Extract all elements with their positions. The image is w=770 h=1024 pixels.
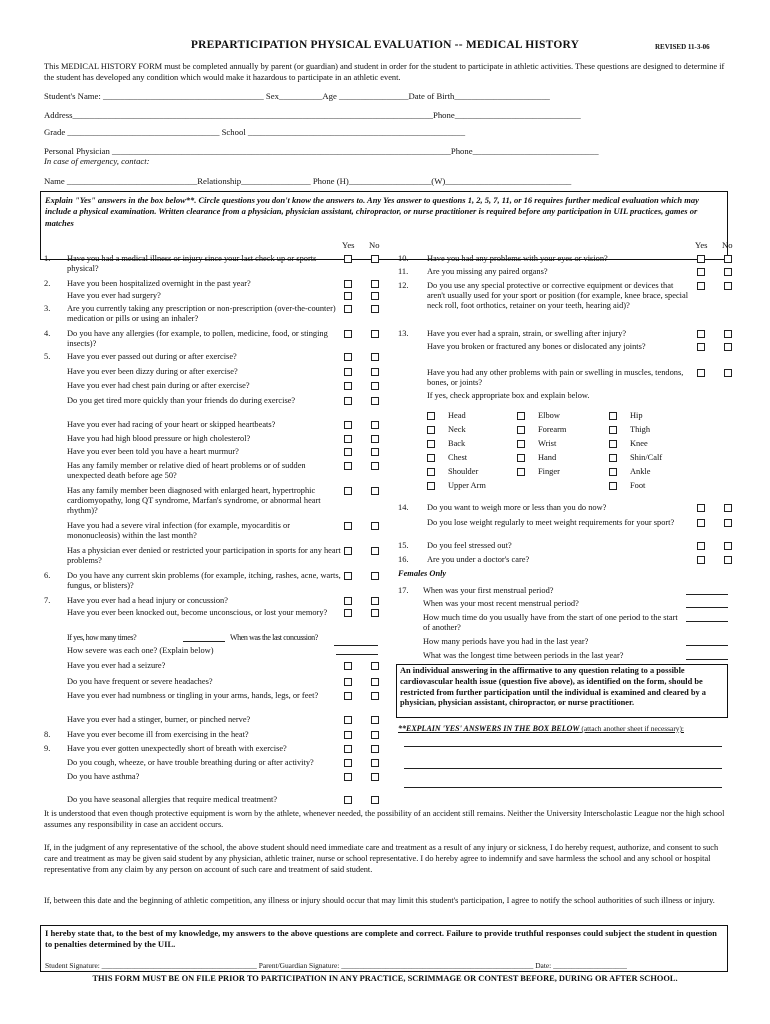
question-text: Have you had high blood pressure or high cholesterol?: [67, 434, 251, 443]
body-part-checkbox[interactable]: [609, 454, 617, 462]
no-checkbox[interactable]: [371, 382, 379, 390]
no-checkbox[interactable]: [371, 487, 379, 495]
body-part-checkbox[interactable]: [609, 426, 617, 434]
question-text: Do you cough, wheeze, or have trouble breathing during or after activity?: [67, 758, 314, 767]
body-part-checkbox[interactable]: [517, 426, 525, 434]
body-part-label: Finger: [538, 467, 560, 476]
no-checkbox[interactable]: [724, 504, 732, 512]
question-number: 16.: [398, 555, 409, 564]
question-number: 6.: [44, 571, 51, 580]
yes-checkbox[interactable]: [344, 462, 352, 470]
question-number: 14.: [398, 503, 409, 512]
no-checkbox[interactable]: [371, 292, 379, 300]
no-checkbox[interactable]: [371, 678, 379, 686]
answer-field[interactable]: [686, 621, 728, 622]
no-checkbox[interactable]: [371, 330, 379, 338]
question-text: Has a physician ever denied or restricted your participation in sports for any heart problems?: [67, 546, 341, 566]
yes-checkbox[interactable]: [697, 255, 705, 263]
question-text: Has any family member been diagnosed with enlarged heart, hypertrophic cardiomyopathy, long QT syndrome, Marfan's syndrome, or abnormal heart rhythm)?: [67, 486, 321, 516]
yes-checkbox[interactable]: [344, 759, 352, 767]
question-text: Have you had a severe viral infection (for example, myocarditis or mononucleosis) within the last month?: [67, 521, 291, 541]
yes-checkbox[interactable]: [697, 556, 705, 564]
yes-checkbox[interactable]: [697, 330, 705, 338]
question-text: How severe was each one? (Explain below): [67, 646, 214, 655]
no-checkbox[interactable]: [371, 462, 379, 470]
yes-checkbox[interactable]: [344, 330, 352, 338]
yes-header-right: Yes: [695, 240, 708, 250]
no-checkbox[interactable]: [371, 353, 379, 361]
question-text: Have you ever had racing of your heart or skipped heartbeats?: [67, 420, 276, 429]
yes-checkbox[interactable]: [344, 547, 352, 555]
explain-note: (attach another sheet if necessary):: [581, 724, 684, 733]
no-checkbox[interactable]: [371, 448, 379, 456]
question-number: 15.: [398, 541, 409, 550]
yes-checkbox[interactable]: [344, 692, 352, 700]
no-checkbox[interactable]: [371, 397, 379, 405]
body-part-checkbox[interactable]: [517, 468, 525, 476]
question-text: Have you ever been knocked out, become unconscious, or lost your memory?: [67, 608, 328, 617]
body-part-label: Back: [448, 439, 466, 448]
form-title: PREPARTICIPATION PHYSICAL EVALUATION -- MEDICAL HISTORY: [190, 39, 580, 51]
answer-field[interactable]: [686, 645, 728, 646]
yes-checkbox[interactable]: [697, 268, 705, 276]
question-number: 1.: [44, 254, 51, 263]
emergency-label: In case of emergency, contact:: [44, 156, 150, 166]
no-checkbox[interactable]: [724, 542, 732, 550]
signature-line[interactable]: Student Signature: __________________________________________ Parent/Guardian Signature: ____________________________________________________ Date: ____________________: [45, 961, 627, 970]
yes-header-left: Yes: [342, 240, 355, 250]
question-text: Are you currently taking any prescription or non-prescription (over-the-counter) medication or pills or using an inhaler?: [67, 304, 336, 324]
yes-checkbox[interactable]: [344, 280, 352, 288]
yes-checkbox[interactable]: [344, 305, 352, 313]
yes-checkbox[interactable]: [344, 435, 352, 443]
no-checkbox[interactable]: [371, 597, 379, 605]
emergency-contact-line[interactable]: Name ______________________________Relationship________________ Phone (H)___________________(W)_____________________________: [44, 176, 572, 186]
yes-checkbox[interactable]: [344, 382, 352, 390]
answer-field[interactable]: [686, 607, 728, 608]
no-checkbox[interactable]: [724, 556, 732, 564]
yes-checkbox[interactable]: [344, 292, 352, 300]
explain-label-text: **EXPLAIN 'YES' ANSWERS IN THE BOX BELOW: [398, 724, 580, 733]
no-checkbox[interactable]: [371, 773, 379, 781]
question-text: Have you ever had a stinger, burner, or pinched nerve?: [67, 715, 251, 724]
body-part-label: Forearm: [538, 425, 567, 434]
no-checkbox[interactable]: [371, 796, 379, 804]
consent-paragraph: If, in the judgment of any representative of the school, the above student should need immediate care and treatment as a result of any injury or sickness, I do hereby request, authorize, and consent to such care and treatment as may be given said student by any physician, athletic trainer, nurse or school representative. I do hereby agree to indemnify and save harmless the school and any school or hospital representative from any claim by any person on account of such care and treatment of said student.: [44, 843, 719, 874]
body-part-checkbox[interactable]: [427, 426, 435, 434]
explain-line-3[interactable]: [404, 787, 722, 788]
no-checkbox[interactable]: [371, 435, 379, 443]
answer-field[interactable]: [686, 659, 728, 660]
question-text: Are you under a doctor's care?: [427, 555, 530, 564]
attestation-text: I hereby state that, to the best of my knowledge, my answers to the above questions are complete and correct. Failure to provide truthful responses could subject the student in question to penalties determined by the UIL.: [45, 928, 717, 949]
question-text: Do you have any current skin problems (for example, itching, rashes, acne, warts, fungus, or blisters)?: [67, 571, 341, 591]
question-number: 9.: [44, 744, 51, 753]
explain-label: [398, 724, 684, 734]
yes-checkbox[interactable]: [344, 448, 352, 456]
severity-field[interactable]: [336, 654, 378, 655]
body-part-label: Elbow: [538, 411, 560, 420]
no-header-right: No: [722, 240, 733, 250]
body-part-checkbox[interactable]: [517, 440, 525, 448]
question-number: 5.: [44, 352, 51, 361]
no-checkbox[interactable]: [371, 759, 379, 767]
no-checkbox[interactable]: [371, 522, 379, 530]
body-part-label: Chest: [448, 453, 468, 462]
body-part-prompt: If yes, check appropriate box and explain below.: [427, 391, 590, 400]
body-part-checkbox[interactable]: [427, 468, 435, 476]
no-checkbox[interactable]: [724, 268, 732, 276]
intro-text: This MEDICAL HISTORY FORM must be completed annually by parent (or guardian) and student in order for the student to participate in athletic activities. These questions are designed to determine if the student has developed any condition which would make it hazardous to participate in an athletic event.: [44, 62, 725, 82]
question-text: How much time do you usually have from the start of one period to the start of another?: [423, 613, 678, 633]
question-text: Do you lose weight regularly to meet weight requirements for your sport?: [427, 518, 675, 527]
no-checkbox[interactable]: [724, 519, 732, 527]
body-part-checkbox[interactable]: [427, 412, 435, 420]
question-text: Have you had a medical illness or injury since your last check up or sports physical?: [67, 254, 317, 274]
instructions-box: Explain "Yes" answers in the box below**. Circle questions you don't know the answers to. Any Yes answer to questions 1, 2, 5, 7, 11, or 16 requires further medical evaluation which may include a physical examination. Written clearance from a physician, physician assistant, chiropractor, or nurse practitioner is required before any participation in UIL practices, games or matches: [40, 191, 728, 260]
yes-checkbox[interactable]: [697, 282, 705, 290]
attestation-box: [40, 925, 728, 972]
concussion-count-label: If yes, how many times?: [67, 633, 137, 642]
question-text: Do you have asthma?: [67, 772, 140, 781]
yes-checkbox[interactable]: [344, 421, 352, 429]
footer-notice: THIS FORM MUST BE ON FILE PRIOR TO PARTICIPATION IN ANY PRACTICE, SCRIMMAGE OR CONTEST BEFORE, DURING OR AFTER SCHOOL.: [92, 974, 678, 983]
question-text: Have you had any other problems with pain or swelling in muscles, tendons, bones, or joints?: [427, 368, 684, 388]
question-text: How many periods have you had in the last year?: [423, 637, 589, 646]
question-text: When was your first menstrual period?: [423, 586, 554, 595]
body-part-label: Ankle: [630, 467, 651, 476]
answer-field[interactable]: [686, 594, 728, 595]
yes-checkbox[interactable]: [344, 609, 352, 617]
revision-date: REVISED 11-3-06: [655, 43, 710, 51]
question-text: Have you ever been dizzy during or after exercise?: [67, 367, 238, 376]
question-text: Do you feel stressed out?: [427, 541, 512, 550]
yes-checkbox[interactable]: [344, 353, 352, 361]
grade-school-line[interactable]: Grade ___________________________________ School __________________________________________________: [44, 127, 466, 137]
body-part-label: Foot: [630, 481, 646, 490]
question-text: Have you been hospitalized overnight in the past year?: [67, 279, 251, 288]
question-text: Have you ever had a seizure?: [67, 661, 166, 670]
no-checkbox[interactable]: [371, 368, 379, 376]
question-text: Have you broken or fractured any bones or dislocated any joints?: [427, 342, 646, 351]
question-number: 3.: [44, 304, 51, 313]
yes-checkbox[interactable]: [697, 504, 705, 512]
body-part-checkbox[interactable]: [609, 468, 617, 476]
yes-checkbox[interactable]: [344, 572, 352, 580]
concussion-count-field[interactable]: [183, 641, 225, 642]
body-part-label: Shoulder: [448, 467, 479, 476]
body-part-label: Neck: [448, 425, 466, 434]
explain-line-1[interactable]: [404, 746, 722, 747]
no-checkbox[interactable]: [371, 609, 379, 617]
question-number: 11.: [398, 267, 409, 276]
no-checkbox[interactable]: [724, 255, 732, 263]
no-checkbox[interactable]: [371, 716, 379, 724]
question-number: 7.: [44, 596, 51, 605]
body-part-label: Hip: [630, 411, 643, 420]
body-part-label: Knee: [630, 439, 648, 448]
body-part-checkbox[interactable]: [427, 482, 435, 490]
no-checkbox[interactable]: [371, 731, 379, 739]
question-number: 17.: [398, 586, 409, 595]
question-number: 12.: [398, 281, 409, 290]
yes-checkbox[interactable]: [344, 597, 352, 605]
physician-line[interactable]: Personal Physician ______________________________________________________________________________Phone_____________________________: [44, 146, 599, 156]
no-checkbox[interactable]: [371, 305, 379, 313]
explain-line-2[interactable]: [404, 768, 722, 769]
question-text: Has any family member or relative died of heart problems or of sudden unexpected death before age 50?: [67, 461, 306, 481]
yes-checkbox[interactable]: [344, 397, 352, 405]
question-text: Do you have any allergies (for example, to pollen, medicine, food, or stinging insects)?: [67, 329, 328, 349]
body-part-label: Head: [448, 411, 466, 420]
yes-checkbox[interactable]: [344, 662, 352, 670]
question-number: 4.: [44, 329, 51, 338]
question-number: 2.: [44, 279, 51, 288]
no-checkbox[interactable]: [371, 280, 379, 288]
address-line[interactable]: Address___________________________________________________________________________________Phone_____________________________: [44, 110, 581, 120]
notify-paragraph: If, between this date and the beginning of athletic competition, any illness or injury should occur that may limit this student's participation, I agree to notify the school authorities of such illness or injury.: [44, 896, 715, 905]
question-text: Are you missing any paired organs?: [427, 267, 548, 276]
yes-checkbox[interactable]: [344, 773, 352, 781]
body-part-checkbox[interactable]: [517, 454, 525, 462]
body-part-label: Upper Arm: [448, 481, 486, 490]
body-part-checkbox[interactable]: [609, 412, 617, 420]
question-text: Have you ever had a head injury or concussion?: [67, 596, 228, 605]
question-text: Have you ever had numbness or tingling in your arms, hands, legs, or feet?: [67, 691, 319, 700]
question-text: Do you have seasonal allergies that require medical treatment?: [67, 795, 278, 804]
no-checkbox[interactable]: [724, 343, 732, 351]
yes-checkbox[interactable]: [697, 519, 705, 527]
no-checkbox[interactable]: [371, 572, 379, 580]
no-checkbox[interactable]: [371, 692, 379, 700]
body-part-label: Wrist: [538, 439, 557, 448]
yes-checkbox[interactable]: [344, 368, 352, 376]
student-info-line[interactable]: Student's Name: _____________________________________ Sex__________Age ________________Date of Birth______________________: [44, 91, 550, 101]
question-text: Do you use any special protective or corrective equipment or devices that aren't usually used for your sport or position (for example, knee brace, special neck roll, foot orthotics, retainer on your teeth, hearing aid)?: [427, 281, 689, 311]
yes-checkbox[interactable]: [344, 745, 352, 753]
liability-paragraph: It is understood that even though protective equipment is worn by the athlete, whenever needed, the possibility of an accident still remains. Neither the University Interscholastic League nor the high school assumes any responsibility in case an accident occurs.: [44, 809, 725, 829]
females-only-label: Females Only: [398, 569, 447, 578]
no-checkbox[interactable]: [371, 547, 379, 555]
question-text: What was the longest time between periods in the last year?: [423, 651, 624, 660]
no-checkbox[interactable]: [371, 421, 379, 429]
yes-checkbox[interactable]: [344, 487, 352, 495]
yes-checkbox[interactable]: [344, 255, 352, 263]
no-checkbox[interactable]: [724, 330, 732, 338]
no-checkbox[interactable]: [724, 369, 732, 377]
question-text: Have you ever become ill from exercising in the heat?: [67, 730, 249, 739]
body-part-checkbox[interactable]: [427, 454, 435, 462]
question-text: Have you ever had surgery?: [67, 291, 161, 300]
body-part-checkbox[interactable]: [427, 440, 435, 448]
yes-checkbox[interactable]: [697, 343, 705, 351]
question-text: Have you ever been told you have a heart murmur?: [67, 447, 239, 456]
body-part-label: Shin/Calf: [630, 453, 663, 462]
question-text: When was your most recent menstrual period?: [423, 599, 579, 608]
body-part-checkbox[interactable]: [609, 482, 617, 490]
last-concussion-label: When was the last concussion?: [230, 633, 318, 642]
question-text: Have you ever passed out during or after exercise?: [67, 352, 237, 361]
question-number: 8.: [44, 730, 51, 739]
yes-checkbox[interactable]: [697, 369, 705, 377]
yes-checkbox[interactable]: [344, 731, 352, 739]
body-part-label: Hand: [538, 453, 557, 462]
body-part-checkbox[interactable]: [517, 412, 525, 420]
no-checkbox[interactable]: [371, 255, 379, 263]
no-checkbox[interactable]: [724, 282, 732, 290]
question-number: 13.: [398, 329, 409, 338]
question-text: Do you get tired more quickly than your friends do during exercise?: [67, 396, 296, 405]
no-header-left: No: [369, 240, 380, 250]
question-text: Have you had any problems with your eyes or vision?: [427, 254, 608, 263]
no-checkbox[interactable]: [371, 662, 379, 670]
yes-checkbox[interactable]: [344, 522, 352, 530]
body-part-checkbox[interactable]: [609, 440, 617, 448]
yes-checkbox[interactable]: [344, 678, 352, 686]
cardio-notice-box: An individual answering in the affirmative to any question relating to a possible cardiovascular health issue (question five above), as identified on the form, should be restricted from further participation until the individual is examined and cleared by a physician, physician assistant, chiropractor, or nurse practitioner.: [396, 664, 728, 718]
body-part-label: Thigh: [630, 425, 651, 434]
yes-checkbox[interactable]: [344, 716, 352, 724]
question-text: Have you ever gotten unexpectedly short of breath with exercise?: [67, 744, 287, 753]
question-text: Have you ever had a sprain, strain, or swelling after injury?: [427, 329, 627, 338]
yes-checkbox[interactable]: [344, 796, 352, 804]
yes-checkbox[interactable]: [697, 542, 705, 550]
question-text: Do you have frequent or severe headaches?: [67, 677, 213, 686]
no-checkbox[interactable]: [371, 745, 379, 753]
question-number: 10.: [398, 254, 409, 263]
question-text: Have you ever had chest pain during or after exercise?: [67, 381, 250, 390]
question-text: Do you want to weigh more or less than you do now?: [427, 503, 607, 512]
